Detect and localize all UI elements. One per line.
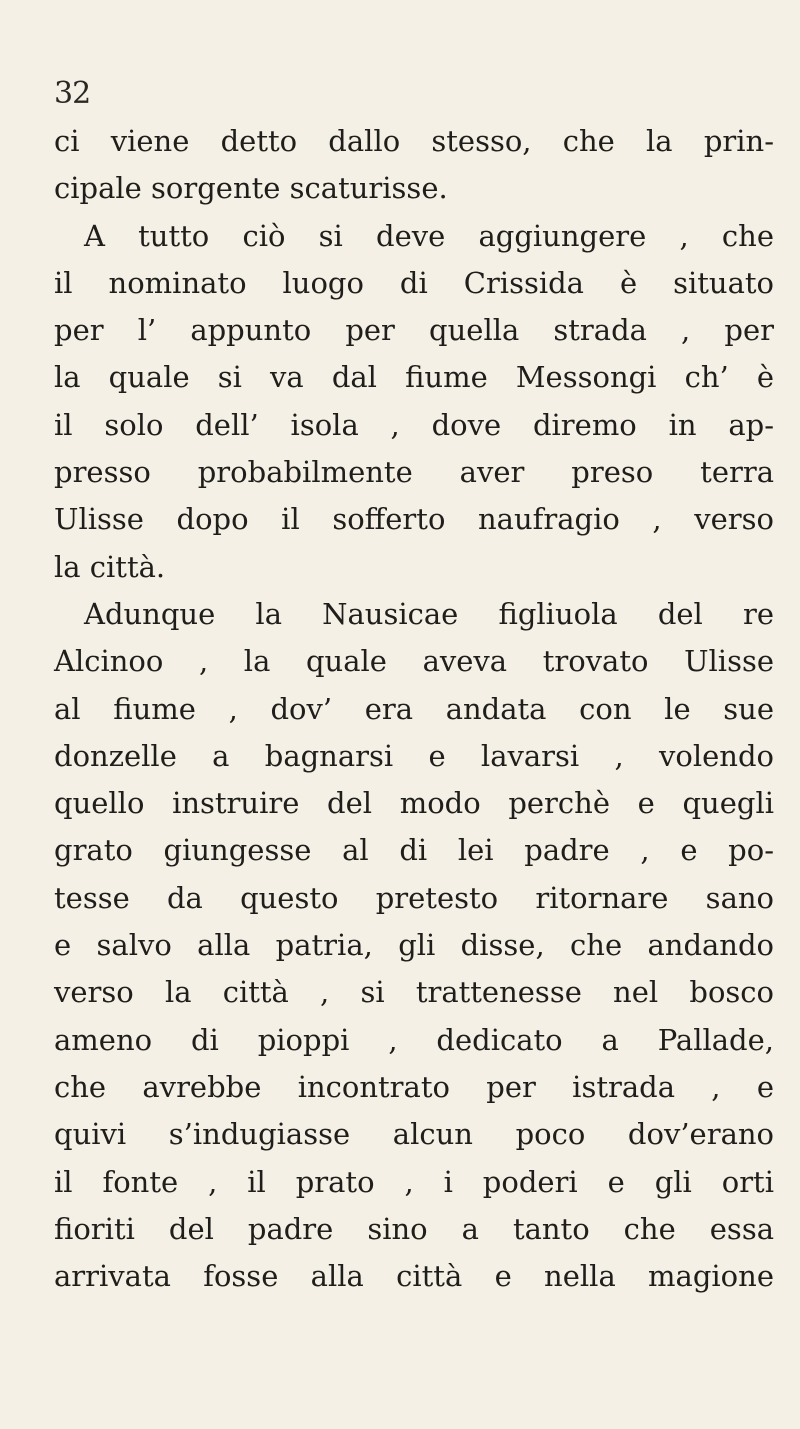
text-line: cipale sorgente scaturisse. <box>54 171 448 206</box>
body-text <box>54 118 774 1300</box>
text-line: verso la città , si trattenesse nel bosco <box>54 975 774 1010</box>
text-line: Adunque la Nausicae figliuola del re <box>84 596 774 631</box>
text-line: fioriti del padre sino a tanto che essa <box>54 1211 774 1246</box>
text-line: quello instruire del modo perchè e quegli <box>54 786 774 821</box>
text-line: il fonte , il prato , i poderi e gli orti <box>54 1164 774 1199</box>
text-line: ameno di pioppi , dedicato a Pallade, <box>54 1022 774 1057</box>
text-line: e salvo alla patria, gli disse, che andando <box>54 928 774 963</box>
text-line: la quale si va dal fiume Messongi ch’ è <box>54 360 774 395</box>
text-line: tesse da questo pretesto ritornare sano <box>54 880 774 915</box>
text-line: ci viene detto dallo stesso, che la prin- <box>54 124 774 158</box>
text-line: per l’ appunto per quella strada , per <box>54 313 774 348</box>
text-line: grato giungesse al di lei padre , e po- <box>54 833 774 868</box>
text-line: donzelle a bagnarsi e lavarsi , volendo <box>54 738 774 773</box>
text-line: A tutto ciò si deve aggiungere , che <box>84 218 774 253</box>
text-line: che avrebbe incontrato per istrada , e <box>54 1069 774 1104</box>
text-line: Alcinoo , la quale aveva trovato Ulisse <box>54 644 774 679</box>
page-number: 32 <box>54 76 91 111</box>
text-line: la città. <box>54 549 166 584</box>
text-line: al fiume , dov’ era andata con le sue <box>54 691 774 726</box>
text-line: il nominato luogo di Crissida è situato <box>54 265 774 300</box>
text-line: il solo dell’ isola , dove diremo in ap- <box>54 407 774 442</box>
text-line: quivi s’indugiasse alcun poco dov’erano <box>54 1117 774 1152</box>
text-line: arrivata fosse alla città e nella magione <box>54 1259 774 1294</box>
text-line: presso probabilmente aver preso terra <box>54 455 774 490</box>
text-line: Ulisse dopo il sofferto naufragio , verso <box>54 502 774 537</box>
